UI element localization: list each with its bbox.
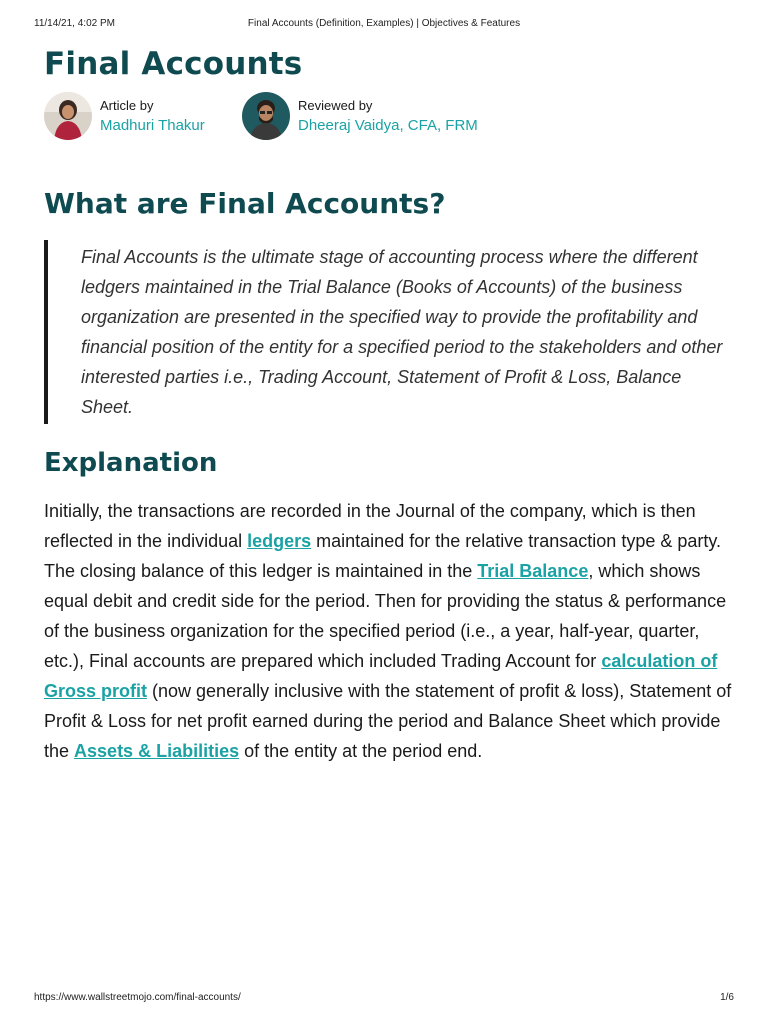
author-bar — [44, 92, 734, 148]
article — [44, 44, 734, 766]
gross-profit-link[interactable]: calculation of Gross profit — [44, 651, 718, 701]
page-counter: 1/6 — [720, 992, 734, 1003]
reviewer-name-link[interactable]: Dheeraj Vaidya, CFA, FRM — [298, 117, 478, 134]
page-title: Final Accounts — [44, 46, 303, 82]
text-segment: Initially, the transactions are recorded in the Journal of the company, which is then reflected in the individual — [44, 501, 696, 551]
author-avatar[interactable] — [44, 92, 92, 140]
text-segment: of the entity at the period end. — [239, 741, 483, 761]
section-heading-what-are-final-accounts: What are Final Accounts? — [44, 187, 446, 220]
author-name-link[interactable]: Madhuri Thakur — [100, 117, 205, 134]
author-role: Article by — [100, 98, 154, 113]
explanation-paragraph — [44, 496, 734, 766]
ledgers-link[interactable]: ledgers — [247, 531, 312, 551]
section-heading-explanation: Explanation — [44, 448, 218, 478]
reviewer-avatar[interactable] — [242, 92, 290, 140]
trial-balance-link[interactable]: Trial Balance — [477, 561, 589, 581]
reviewer-role: Reviewed by — [298, 98, 373, 113]
assets-liabilities-link[interactable]: Assets & Liabilities — [74, 741, 240, 761]
print-header — [0, 18, 768, 32]
print-url: https://www.wallstreetmojo.com/final-accounts/ — [34, 992, 241, 1003]
print-page-title: Final Accounts (Definition, Examples) | Objectives & Features — [247, 18, 521, 29]
text-segment: (now generally inclusive with the statement of profit & loss), Statement of Profit & Loss for net profit earned during the period and Balance Sheet which provide the — [44, 681, 732, 761]
text-segment: maintained for the relative transaction type & party. The closing balance of this ledger is maintained in the — [44, 531, 722, 581]
definition-quote: Final Accounts is the ultimate stage of accounting process where the different ledgers maintained in the Trial Balance (Books of Accounts) of the business organization are presented in the specified way to provide the profitability and financial position of the entity for a specified period to the stakeholders and other interested parties i.e., Trading Account, Statement of Profit & Loss, Balance Sheet. — [44, 240, 734, 424]
text-segment: , which shows equal debit and credit side for the period. Then for providing the status & performance of the business organization for the specified period (i.e., a year, half-year, quarter, etc.), Final accounts are prepared which included Trading Account for — [44, 561, 727, 671]
print-date: 11/14/21, 4:02 PM — [34, 18, 115, 29]
